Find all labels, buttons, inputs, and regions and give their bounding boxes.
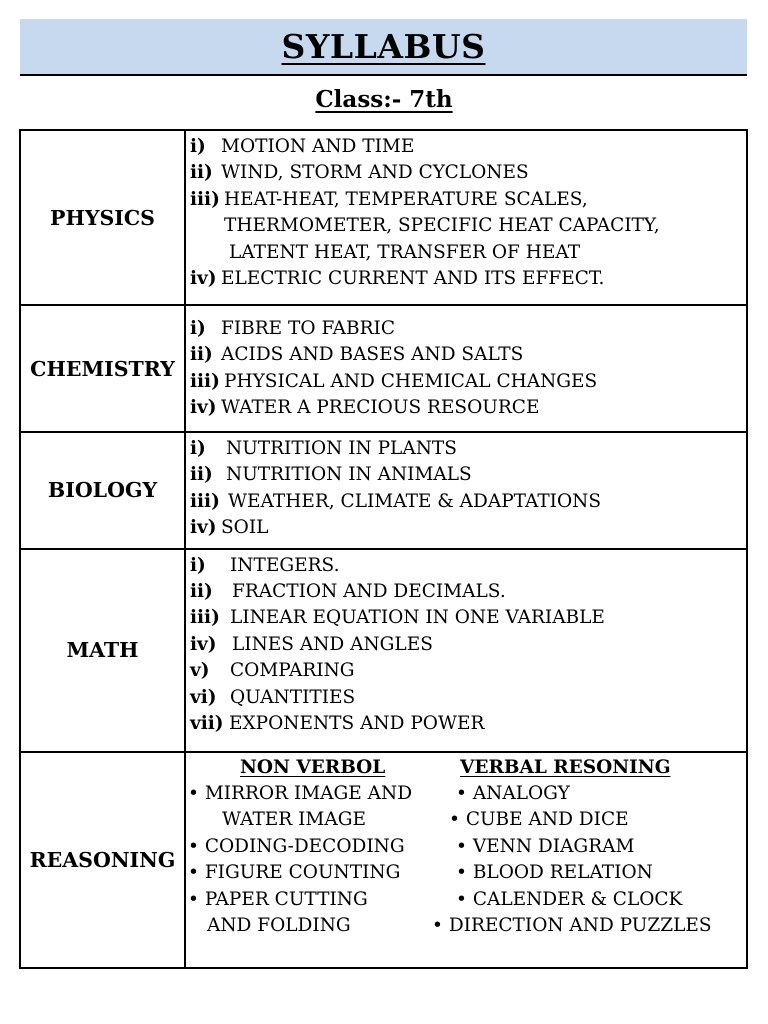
subject-name-chemistry: CHEMISTRY bbox=[20, 305, 185, 432]
reasoning-columns bbox=[186, 753, 746, 965]
list-item: • CUBE AND DICE bbox=[449, 809, 629, 831]
list-item: • MIRROR IMAGE AND bbox=[188, 783, 413, 805]
topic-item: i) NUTRITION IN PLANTS bbox=[190, 438, 457, 459]
subject-name-physics: PHYSICS bbox=[20, 130, 185, 305]
subject-name-math: MATH bbox=[20, 549, 185, 752]
topic-item: ii) ACIDS AND BASES AND SALTS bbox=[190, 344, 524, 366]
subject-row-chemistry bbox=[20, 305, 747, 432]
list-item: • FIGURE COUNTING bbox=[188, 862, 401, 884]
topic-item: i) INTEGERS. bbox=[190, 554, 340, 576]
topic-item: iv) SOIL bbox=[190, 517, 269, 539]
topic-item: iv) LINES AND ANGLES bbox=[190, 633, 433, 655]
non-verbal-heading: NON VERBOL bbox=[240, 756, 386, 778]
verbal-column bbox=[424, 755, 724, 940]
topic-item: iii) HEAT-HEAT, TEMPERATURE SCALES, bbox=[190, 188, 588, 210]
topic-list-biology bbox=[185, 432, 747, 549]
topic-item: ii) FRACTION AND DECIMALS. bbox=[190, 581, 506, 603]
topic-item: v) COMPARING bbox=[190, 660, 355, 682]
subject-row-math bbox=[20, 549, 747, 752]
topic-list-math bbox=[185, 549, 747, 752]
subject-row-reasoning bbox=[20, 752, 747, 968]
topic-item: iii) PHYSICAL AND CHEMICAL CHANGES bbox=[190, 370, 598, 392]
topic-list-reasoning bbox=[185, 752, 747, 968]
topic-item: ii) NUTRITION IN ANIMALS bbox=[190, 464, 472, 486]
list-item-continued: AND FOLDING bbox=[207, 915, 351, 937]
topic-item: iii) WEATHER, CLIMATE & ADAPTATIONS bbox=[190, 490, 601, 512]
topic-item-continued: THERMOMETER, SPECIFIC HEAT CAPACITY, bbox=[224, 215, 660, 237]
list-item: • DIRECTION AND PUZZLES bbox=[432, 915, 712, 937]
topic-item: vi) QUANTITIES bbox=[190, 686, 356, 708]
list-item: • PAPER CUTTING bbox=[188, 888, 368, 910]
topic-item-continued: LATENT HEAT, TRANSFER OF HEAT bbox=[229, 241, 581, 263]
title-bar bbox=[20, 19, 747, 76]
topic-item: ii) WIND, STORM AND CYCLONES bbox=[190, 162, 529, 184]
subject-row-biology bbox=[20, 432, 747, 549]
list-item: • CODING-DECODING bbox=[188, 835, 405, 857]
topic-item: iv) WATER A PRECIOUS RESOURCE bbox=[190, 397, 540, 419]
subject-name-biology: BIOLOGY bbox=[20, 432, 185, 549]
topic-list-physics bbox=[185, 130, 747, 305]
list-item: • CALENDER & CLOCK bbox=[456, 888, 683, 910]
topic-list-chemistry bbox=[185, 305, 747, 432]
class-label: Class:- 7th bbox=[315, 86, 453, 113]
topic-item: vii) EXPONENTS AND POWER bbox=[190, 713, 485, 735]
list-item-continued: WATER IMAGE bbox=[222, 809, 366, 831]
topic-item: iv) ELECTRIC CURRENT AND ITS EFFECT. bbox=[190, 268, 605, 290]
list-item: • BLOOD RELATION bbox=[456, 862, 653, 884]
topic-item: i) FIBRE TO FABRIC bbox=[190, 318, 396, 339]
topic-item: iii) LINEAR EQUATION IN ONE VARIABLE bbox=[190, 607, 605, 629]
list-item: • ANALOGY bbox=[456, 783, 570, 805]
subject-name-reasoning: REASONING bbox=[20, 752, 185, 968]
subject-row-physics bbox=[20, 130, 747, 305]
non-verbal-column bbox=[188, 755, 448, 940]
syllabus-table bbox=[19, 129, 748, 969]
list-item: • VENN DIAGRAM bbox=[456, 835, 635, 857]
page-title: SYLLABUS bbox=[281, 27, 486, 66]
topic-item: i) MOTION AND TIME bbox=[190, 136, 415, 157]
verbal-heading: VERBAL RESONING bbox=[460, 756, 671, 778]
